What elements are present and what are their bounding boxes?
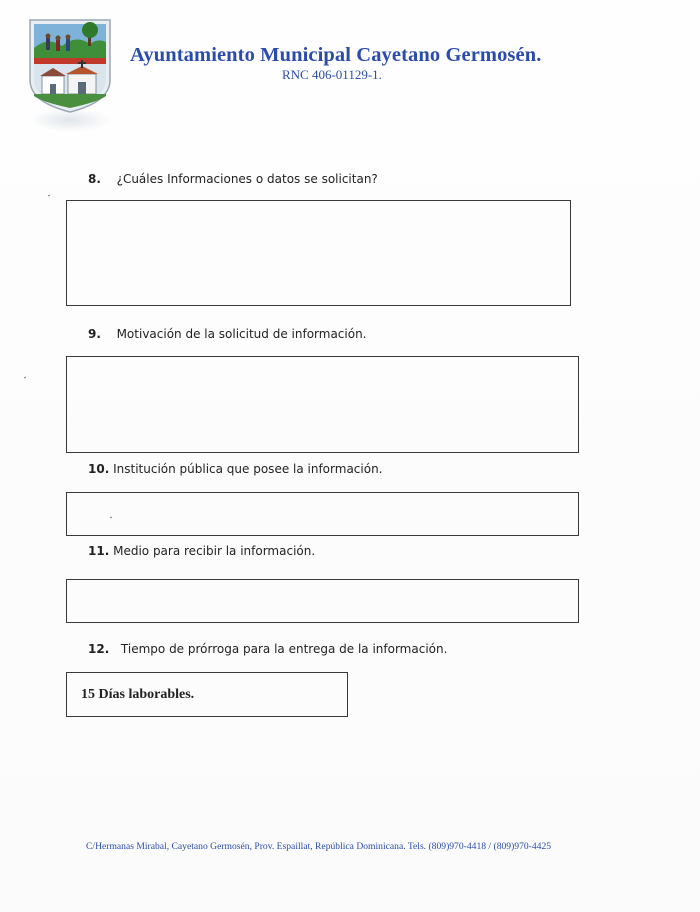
answer-box-11[interactable] <box>66 579 579 623</box>
question-number: 12. <box>88 642 110 656</box>
footer-address: C/Hermanas Mirabal, Cayetano Germosén, Prov. Espaillat, República Dominicana. Tels. (809)970-4418 / (809)970-4425 <box>86 841 552 852</box>
municipal-seal-icon <box>28 18 112 114</box>
answer-box-8[interactable] <box>66 200 571 306</box>
answer-box-9[interactable] <box>66 356 579 453</box>
question-11-label <box>88 544 315 558</box>
answer-box-12[interactable] <box>66 672 348 717</box>
question-10-label <box>88 462 382 476</box>
scan-speck <box>48 195 50 197</box>
organization-name: Ayuntamiento Municipal Cayetano Germosén. <box>130 44 542 66</box>
question-number: 10. <box>88 462 110 476</box>
answer-box-10[interactable] <box>66 492 579 536</box>
question-text: Motivación de la solicitud de información. <box>116 327 367 341</box>
scan-speck <box>24 377 26 379</box>
organization-rnc: RNC 406-01129-1. <box>282 67 382 82</box>
question-text: Tiempo de prórroga para la entrega de la información. <box>120 642 448 656</box>
question-text: Institución pública que posee la información. <box>113 462 383 476</box>
answer-text: 15 Días laborables. <box>81 687 195 702</box>
question-text: Medio para recibir la información. <box>113 544 316 558</box>
question-8-label <box>88 172 378 186</box>
question-number: 8. <box>88 172 101 186</box>
question-number: 9. <box>88 327 101 341</box>
question-number: 11. <box>88 544 110 558</box>
question-9-label <box>88 327 367 341</box>
question-12-label <box>88 642 447 656</box>
question-text: ¿Cuáles Informaciones o datos se solicitan? <box>116 172 378 186</box>
